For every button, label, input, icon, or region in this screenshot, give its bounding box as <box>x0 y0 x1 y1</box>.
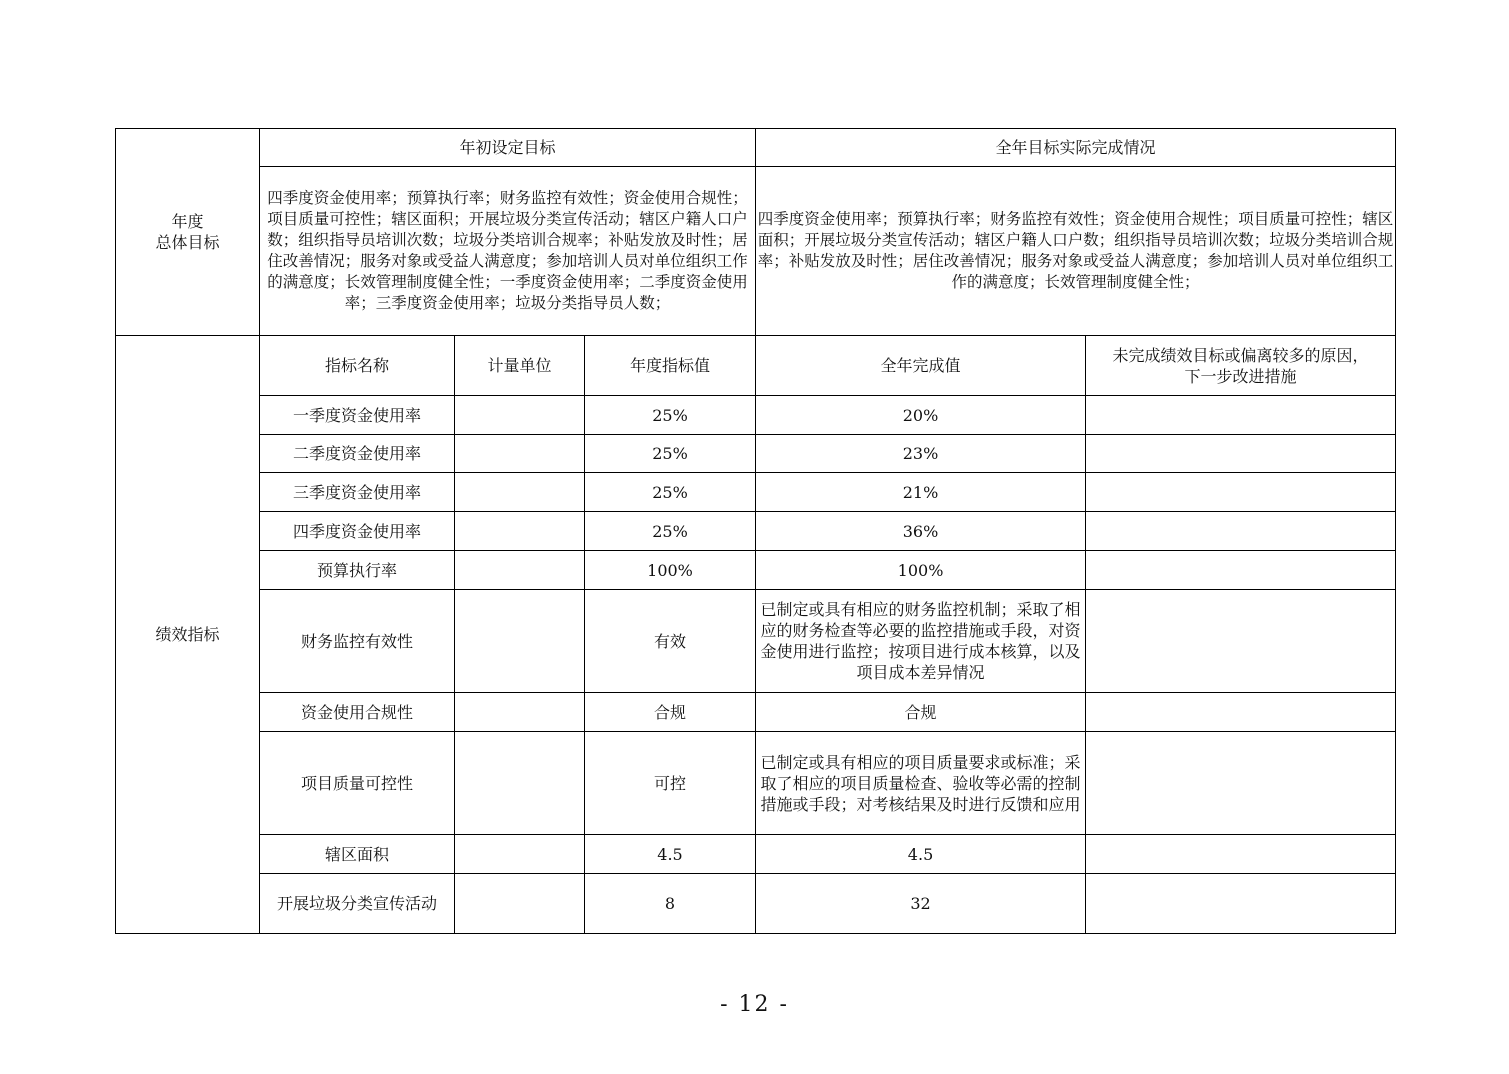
indicator-reason <box>1086 396 1396 435</box>
indicator-target: 合规 <box>585 693 756 732</box>
header-indicator-name: 指标名称 <box>260 336 455 396</box>
indicator-actual: 合规 <box>756 693 1086 732</box>
indicator-actual: 4.5 <box>756 835 1086 874</box>
indicator-unit <box>455 396 585 435</box>
indicator-actual: 23% <box>756 435 1086 473</box>
table-row <box>116 874 1396 934</box>
indicator-actual: 20% <box>756 396 1086 435</box>
initial-goal-text: 四季度资金使用率；预算执行率；财务监控有效性；资金使用合规性；项目质量可控性；辖区面积；开展垃圾分类宣传活动；辖区户籍人口户数；组织指导员培训次数；垃圾分类培训合规率；补贴发放及时性；居住改善情况；服务对象或受益人满意度；参加培训人员对单位组织工作的满意度；长效管理制度健全性；一季度资金使用率；二季度资金使用率；三季度资金使用率；垃圾分类指导员人数； <box>260 167 756 336</box>
indicator-actual: 21% <box>756 473 1086 512</box>
table-row <box>116 512 1396 551</box>
indicator-target: 25% <box>585 473 756 512</box>
table-row <box>116 835 1396 874</box>
indicator-target: 有效 <box>585 590 756 693</box>
indicator-name: 辖区面积 <box>260 835 455 874</box>
indicator-actual: 32 <box>756 874 1086 934</box>
table-row <box>116 473 1396 512</box>
indicator-unit <box>455 473 585 512</box>
indicator-reason <box>1086 473 1396 512</box>
indicator-unit <box>455 874 585 934</box>
actual-goal-text: 四季度资金使用率；预算执行率；财务监控有效性；资金使用合规性；项目质量可控性；辖区面积；开展垃圾分类宣传活动；辖区户籍人口户数；组织指导员培训次数；垃圾分类培训合规率；补贴发放及时性；居住改善情况；服务对象或受益人满意度；参加培训人员对单位组织工作的满意度；长效管理制度健全性； <box>756 167 1396 336</box>
indicator-name: 财务监控有效性 <box>260 590 455 693</box>
indicators-label: 绩效指标 <box>116 336 260 934</box>
annual-goal-label: 年度 总体目标 <box>116 129 260 336</box>
indicator-reason <box>1086 435 1396 473</box>
indicator-actual: 已制定或具有相应的项目质量要求或标准；采取了相应的项目质量检查、验收等必需的控制措施或手段；对考核结果及时进行反馈和应用 <box>756 732 1086 835</box>
indicator-unit <box>455 551 585 590</box>
table-row <box>116 590 1396 693</box>
indicator-target: 100% <box>585 551 756 590</box>
table-row <box>116 551 1396 590</box>
indicator-reason <box>1086 590 1396 693</box>
indicator-name: 开展垃圾分类宣传活动 <box>260 874 455 934</box>
performance-table <box>115 128 1396 934</box>
indicator-name: 四季度资金使用率 <box>260 512 455 551</box>
indicator-actual: 36% <box>756 512 1086 551</box>
indicator-reason <box>1086 693 1396 732</box>
indicator-unit <box>455 732 585 835</box>
indicator-target: 可控 <box>585 732 756 835</box>
indicator-actual: 100% <box>756 551 1086 590</box>
header-annual-actual: 全年完成值 <box>756 336 1086 396</box>
indicator-reason <box>1086 732 1396 835</box>
indicator-actual: 已制定或具有相应的财务监控机制；采取了相应的财务检查等必要的监控措施或手段，对资金使用进行监控；按项目进行成本核算，以及项目成本差异情况 <box>756 590 1086 693</box>
indicator-target: 25% <box>585 435 756 473</box>
header-deviation-reason: 未完成绩效目标或偏离较多的原因， 下一步改进措施 <box>1086 336 1396 396</box>
indicator-header-row <box>116 336 1396 396</box>
indicator-name: 一季度资金使用率 <box>260 396 455 435</box>
table-row <box>116 435 1396 473</box>
indicator-target: 25% <box>585 396 756 435</box>
goal-content-row <box>116 167 1396 336</box>
header-annual-target: 年度指标值 <box>585 336 756 396</box>
actual-goal-header: 全年目标实际完成情况 <box>756 129 1396 167</box>
indicator-unit <box>455 590 585 693</box>
indicator-name: 预算执行率 <box>260 551 455 590</box>
indicator-reason <box>1086 551 1396 590</box>
indicator-name: 资金使用合规性 <box>260 693 455 732</box>
indicator-unit <box>455 693 585 732</box>
indicator-name: 二季度资金使用率 <box>260 435 455 473</box>
table-row <box>116 396 1396 435</box>
goal-header-row <box>116 129 1396 167</box>
page-number: - 12 - <box>720 992 789 1017</box>
indicator-unit <box>455 835 585 874</box>
indicator-target: 25% <box>585 512 756 551</box>
indicator-unit <box>455 435 585 473</box>
indicator-name: 项目质量可控性 <box>260 732 455 835</box>
indicator-name: 三季度资金使用率 <box>260 473 455 512</box>
table-row <box>116 693 1396 732</box>
header-unit: 计量单位 <box>455 336 585 396</box>
indicator-target: 4.5 <box>585 835 756 874</box>
indicator-unit <box>455 512 585 551</box>
table-row <box>116 732 1396 835</box>
indicator-target: 8 <box>585 874 756 934</box>
indicator-reason <box>1086 512 1396 551</box>
indicator-reason <box>1086 874 1396 934</box>
initial-goal-header: 年初设定目标 <box>260 129 756 167</box>
indicator-reason <box>1086 835 1396 874</box>
